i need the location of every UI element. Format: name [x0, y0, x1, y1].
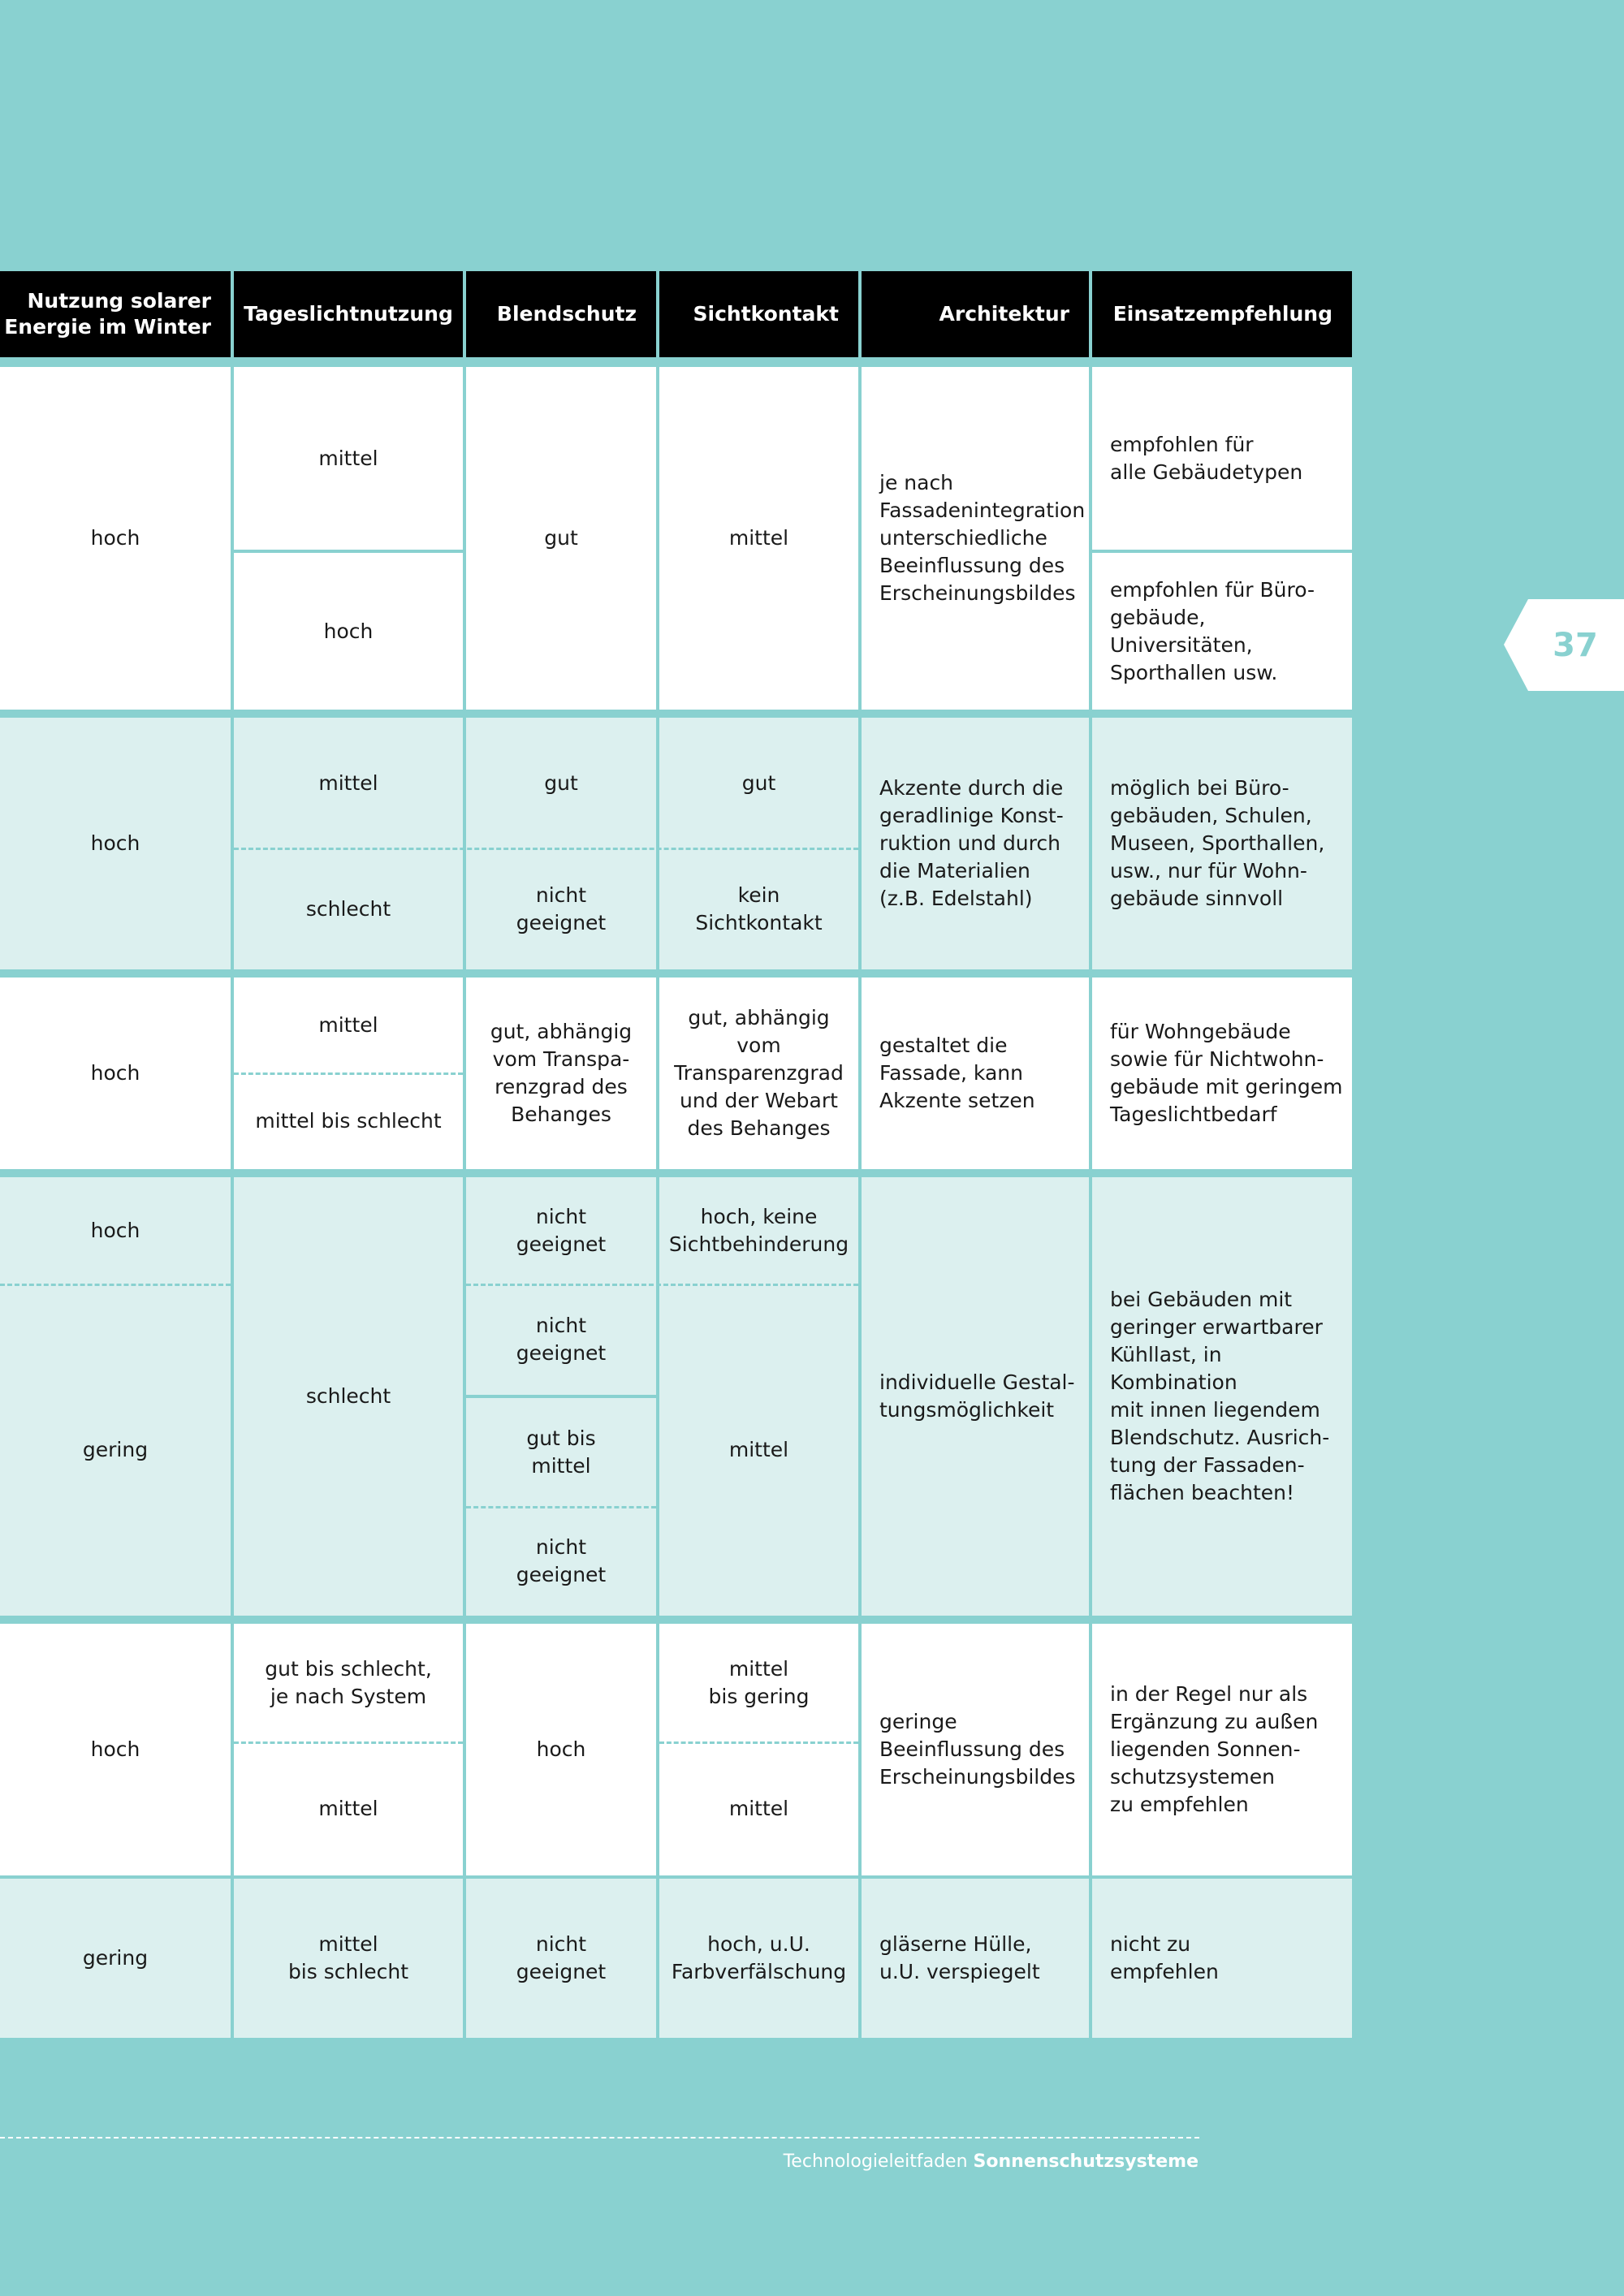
row2-daylight-a: mittel [234, 718, 463, 849]
row4-energy-b: gering [0, 1284, 231, 1616]
row5-daylight-a: gut bis schlecht, je nach System [234, 1624, 463, 1742]
row3-divider [234, 1072, 463, 1075]
row4-divider-energy [0, 1284, 231, 1286]
header-view: Sichtkontakt [659, 271, 858, 357]
row5-recommendation: in der Regel nur als Ergänzung zu außen liegenden Sonnen- schutzsystemen zu empfehlen [1092, 1624, 1352, 1875]
row4-view-a: hoch, keine Sichtbehinderung [659, 1177, 858, 1284]
row3-daylight-a: mittel [234, 978, 463, 1073]
row3-architecture: gestaltet die Fassade, kann Akzente setzen [862, 978, 1089, 1169]
row1-glare: gut [466, 367, 656, 710]
row1-daylight-b: hoch [234, 553, 463, 710]
row5-daylight-b: mittel [234, 1742, 463, 1875]
row2-recommendation: möglich bei Büro- gebäuden, Schulen, Museen, Sporthallen, usw., nur für Wohn- gebäude sinnvoll [1092, 718, 1352, 969]
footer-prefix: Technologieleitfaden [783, 2151, 974, 2172]
row4-recommendation: bei Gebäuden mit geringer erwartbarer Kühllast, in Kombination mit innen liegendem Blendschutz. Ausrich- tung der Fassaden- flächen beachten! [1092, 1177, 1352, 1616]
row4-view-b: mittel [659, 1284, 858, 1616]
footer-divider [0, 2137, 1199, 2138]
row5-architecture: geringe Beeinflussung des Erscheinungsbildes [862, 1624, 1089, 1875]
row3-energy: hoch [0, 978, 231, 1169]
header-architecture: Architektur [862, 271, 1089, 357]
row4-energy-a: hoch [0, 1177, 231, 1284]
row6-architecture: gläserne Hülle, u.U. verspiegelt [862, 1879, 1089, 2038]
row6-daylight: mittel bis schlecht [234, 1879, 463, 2038]
header-daylight: Tageslichtnutzung [234, 271, 463, 357]
row2-view-a: gut [659, 718, 858, 849]
row2-energy: hoch [0, 718, 231, 969]
row1-recommendation-a: empfohlen für alle Gebäudetypen [1092, 367, 1352, 550]
row5-energy: hoch [0, 1624, 231, 1875]
row6-energy: gering [0, 1879, 231, 2038]
row1-view: mittel [659, 367, 858, 710]
row4-glare-b: nicht geeignet [466, 1284, 656, 1395]
row6-view: hoch, u.U. Farbverfälschung [659, 1879, 858, 2038]
row3-recommendation: für Wohngebäude sowie für Nichtwohn- gebäude mit geringem Tageslichtbedarf [1092, 978, 1352, 1169]
header-energy: Nutzung solarer Energie im Winter [0, 271, 231, 357]
row4-glare-a: nicht geeignet [466, 1177, 656, 1284]
row2-daylight-b: schlecht [234, 849, 463, 969]
row5-glare: hoch [466, 1624, 656, 1875]
row1-recommendation-b: empfohlen für Büro- gebäude, Universitäten, Sporthallen usw. [1092, 553, 1352, 710]
footer-title: Sonnenschutzsysteme [973, 2151, 1199, 2172]
row2-glare-b: nicht geeignet [466, 849, 656, 969]
row5-view-a: mittel bis gering [659, 1624, 858, 1742]
row2-divider [234, 848, 858, 850]
row4-divider-glare-view [466, 1284, 858, 1286]
row3-glare: gut, abhängig vom Transpa- renzgrad des Behanges [466, 978, 656, 1169]
row3-view: gut, abhängig vom Transparenzgrad und der Webart des Behanges [659, 978, 858, 1169]
row4-architecture: individuelle Gestal- tungsmöglichkeit [862, 1177, 1089, 1616]
row1-energy: hoch [0, 367, 231, 710]
row2-glare-a: gut [466, 718, 656, 849]
footer [784, 2151, 1199, 2172]
row6-recommendation: nicht zu empfehlen [1092, 1879, 1352, 2038]
row2-architecture: Akzente durch die geradlinige Konst- ruktion und durch die Materialien (z.B. Edelstahl) [862, 718, 1089, 969]
row2-view-b: kein Sichtkontakt [659, 849, 858, 969]
row4-glare-c: gut bis mittel [466, 1398, 656, 1507]
row6-glare: nicht geeignet [466, 1879, 656, 2038]
row4-daylight: schlecht [234, 1177, 463, 1616]
row5-divider-view [659, 1741, 858, 1744]
header-recommendation: Einsatzempfehlung [1092, 271, 1352, 357]
page-number: 37 [1553, 626, 1598, 664]
row1-daylight-a: mittel [234, 367, 463, 550]
row4-glare-d: nicht geeignet [466, 1507, 656, 1616]
row4-divider-glare-lower [466, 1506, 656, 1508]
header-glare: Blendschutz [466, 271, 656, 357]
row5-divider-daylight [234, 1741, 463, 1744]
row1-architecture: je nach Fassadenintegration unterschiedliche Beeinflussung des Erscheinungsbildes [862, 367, 1089, 710]
row5-view-b: mittel [659, 1742, 858, 1875]
row3-daylight-b: mittel bis schlecht [234, 1073, 463, 1169]
